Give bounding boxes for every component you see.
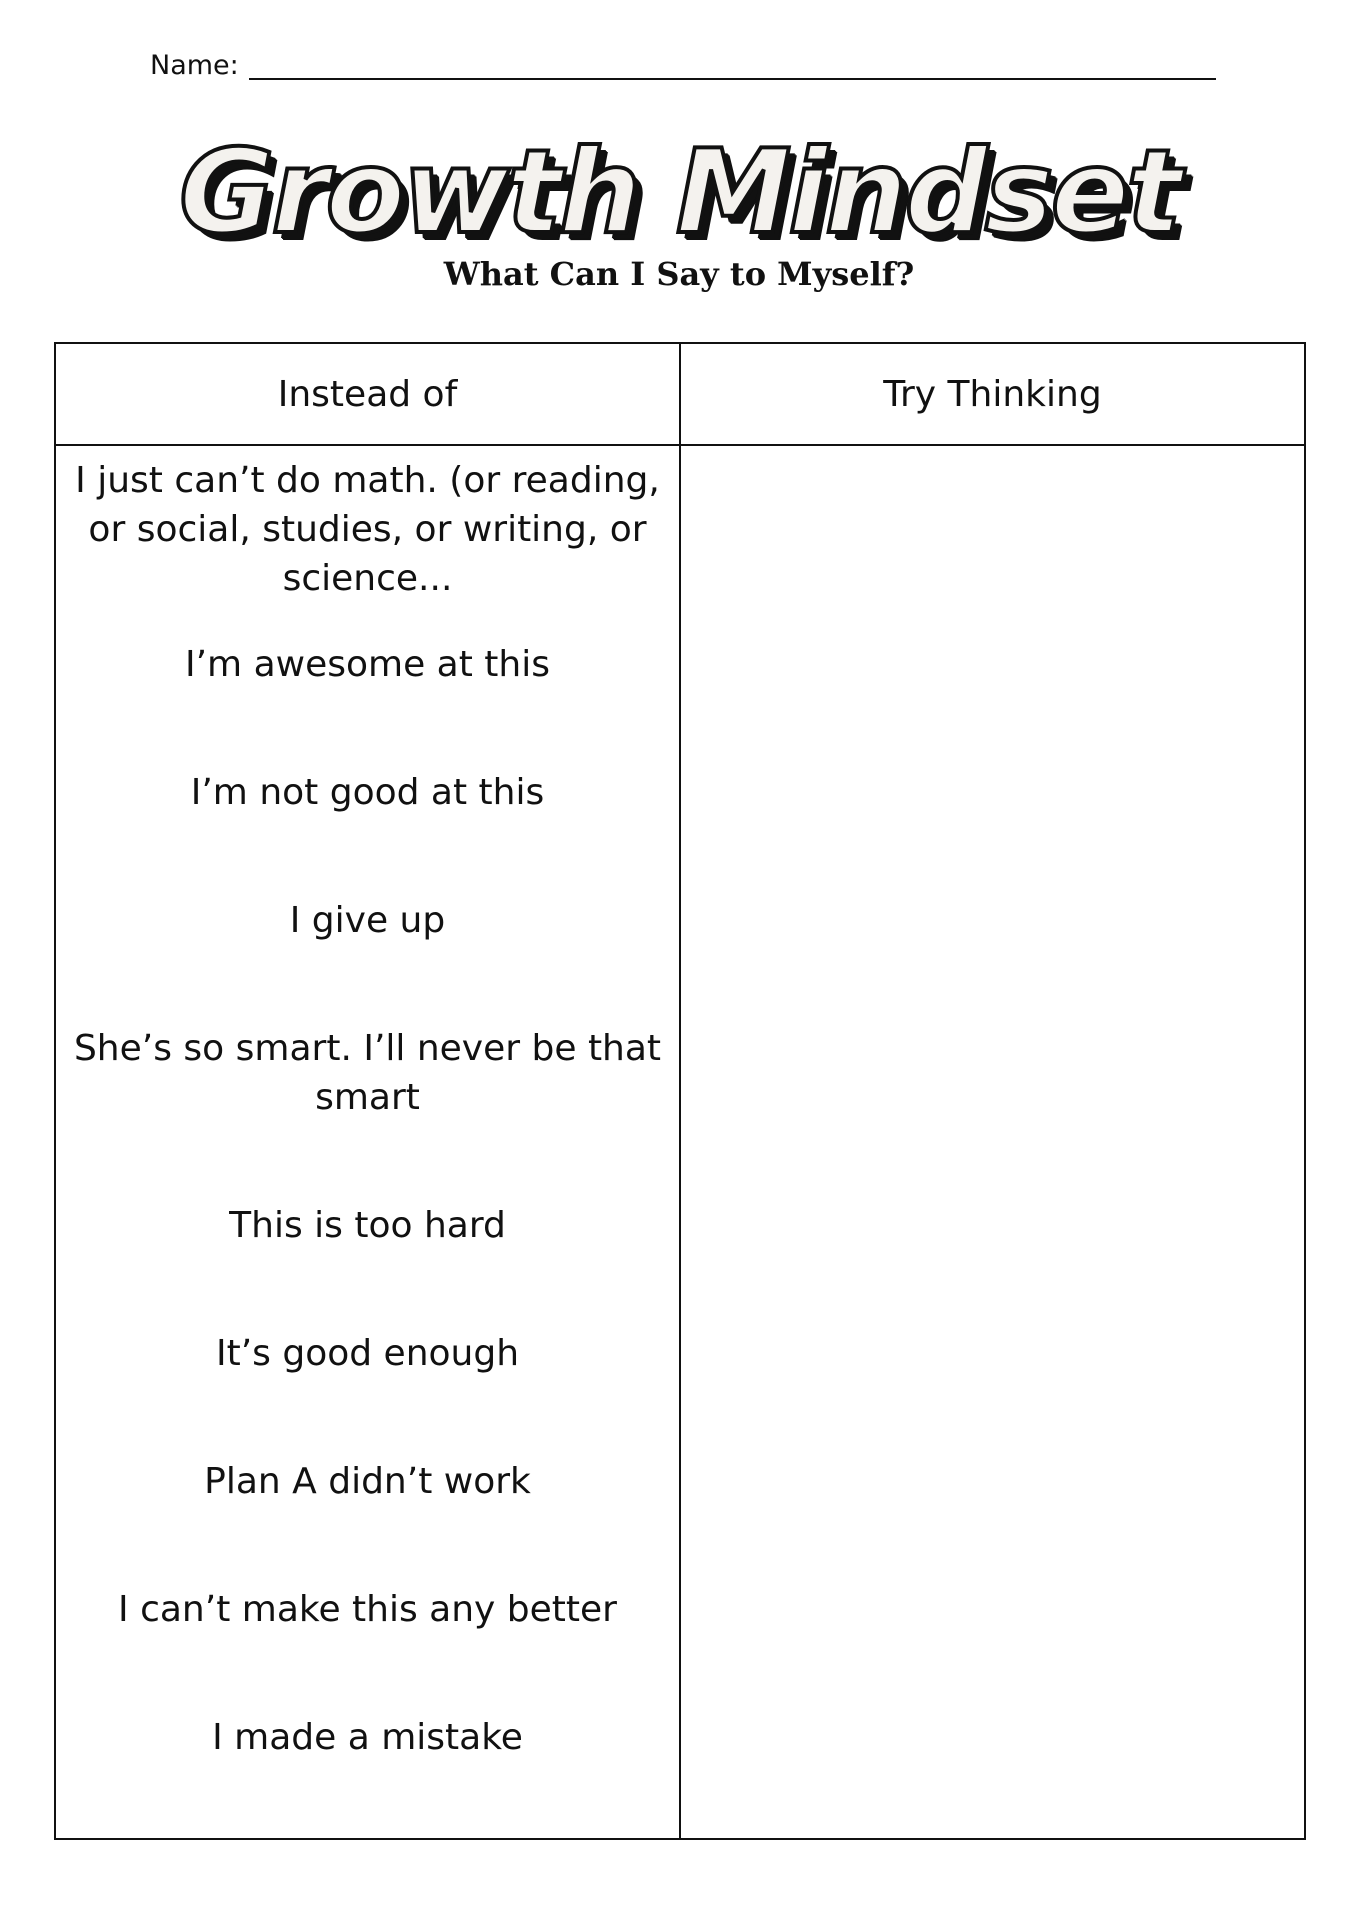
statement-7: It’s good enough — [215, 1333, 520, 1374]
statement-8: Plan A didn’t work — [204, 1461, 531, 1502]
statement-4: I give up — [289, 900, 446, 941]
statement-3: I’m not good at this — [190, 772, 545, 813]
try-thinking-column[interactable] — [681, 446, 1304, 1838]
column-header-try-thinking: Try Thinking — [883, 373, 1102, 415]
statement-1: I just can’t do math. (or reading, or social, studies, or writing, or science... — [75, 460, 660, 599]
instead-of-column — [56, 446, 681, 1838]
statement-2: I’m awesome at this — [185, 644, 550, 685]
column-header-instead-of: Instead of — [56, 344, 681, 444]
statement-10: I made a mistake — [212, 1717, 523, 1758]
name-field[interactable] — [249, 42, 1216, 80]
table-header-row — [56, 344, 1304, 446]
mindset-table — [54, 342, 1306, 1840]
name-row — [150, 42, 1216, 82]
table-body — [56, 446, 1304, 1838]
statement-5: She’s so smart. I’ll never be that smart — [73, 1028, 662, 1118]
page-subtitle: What Can I Say to Myself? — [443, 255, 915, 293]
statement-6: This is too hard — [229, 1205, 506, 1246]
statement-9: I can’t make this any better — [118, 1589, 617, 1630]
name-label: Name: — [150, 50, 239, 81]
page-title: Growth Mindset — [179, 125, 1179, 260]
